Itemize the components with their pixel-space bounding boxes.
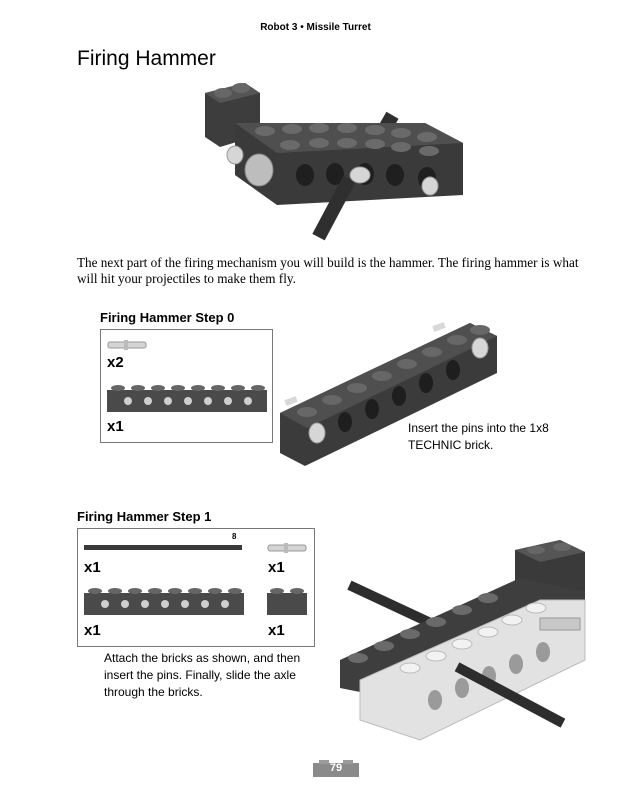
header-separator: • xyxy=(300,22,304,33)
section-title: Firing Hammer xyxy=(77,47,216,70)
pin-inserted-left xyxy=(309,423,325,443)
step1-brick-qty: x1 xyxy=(268,622,285,639)
intro-paragraph: The next part of the firing mechanism you will build is the hammer. The firing hammer is what will hit your projectiles to make them fly. xyxy=(77,255,579,286)
step0-pin-qty: x2 xyxy=(107,354,124,371)
step1-assembly-image xyxy=(340,540,610,750)
step1-technic-qty: x1 xyxy=(84,622,101,639)
axle-length-label: 8 xyxy=(232,532,237,541)
step0-parts-box xyxy=(100,329,273,443)
step1-instruction: Attach the bricks as shown, and then insert the pins. Finally, slide the axle through the bricks. xyxy=(104,651,301,699)
technic-brick-1x8-part-icon xyxy=(83,585,245,617)
chapter-title: Missile Turret xyxy=(306,22,371,33)
pin-part-icon xyxy=(106,338,148,352)
step0-instruction: Insert the pins into the 1x8 TECHNIC brick. xyxy=(408,421,549,452)
pin-inserted-right xyxy=(472,338,488,358)
pin-part-icon xyxy=(266,541,308,555)
page-number: 79 xyxy=(329,762,343,774)
axle-bushing xyxy=(350,167,370,183)
hammer-head xyxy=(245,154,273,186)
pin-right xyxy=(422,177,438,195)
pin xyxy=(540,618,580,630)
step1-heading: Firing Hammer Step 1 xyxy=(77,509,212,524)
technic-brick-1x8-part-icon xyxy=(106,382,268,414)
axle-part-icon xyxy=(83,537,243,553)
step1-axle-qty: x1 xyxy=(84,559,101,576)
step1-pin-qty: x1 xyxy=(268,559,285,576)
step0-brick-qty: x1 xyxy=(107,418,124,435)
step1-parts-box xyxy=(77,528,315,647)
step0-heading: Firing Hammer Step 0 xyxy=(100,310,235,325)
running-header xyxy=(0,22,631,33)
book-title: Robot 3 xyxy=(260,22,298,33)
brick-1x2-part-icon xyxy=(266,585,308,617)
pin-left xyxy=(227,146,243,164)
firing-hammer-assembly-image xyxy=(195,75,485,250)
